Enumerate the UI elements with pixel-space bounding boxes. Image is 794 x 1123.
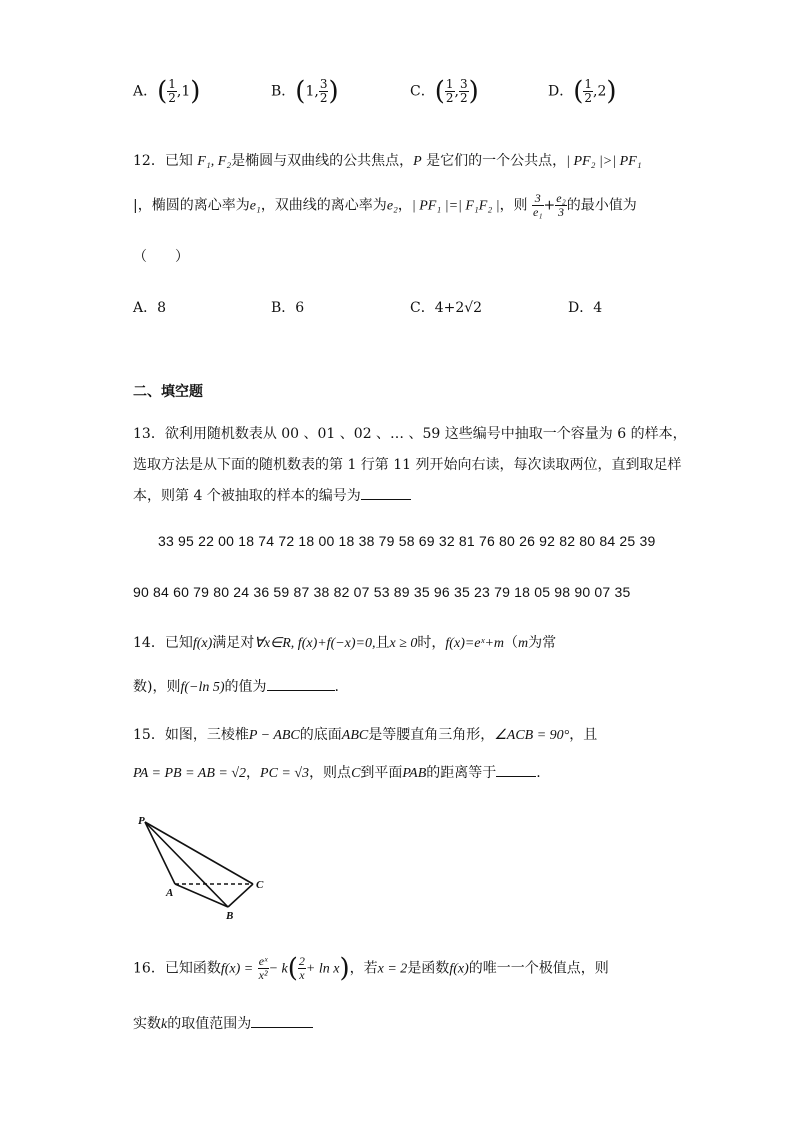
random-table-row-1: 33 95 22 00 18 74 72 18 00 18 38 79 58 69 32 81 76 80 26 92 82 80 84 25 39 — [158, 533, 656, 549]
q15-answer-blank[interactable] — [496, 762, 536, 777]
q13-line-2: 选取方法是从下面的随机数表的第 1 行第 11 列开始向右读，每次读取两位，直到取足样 — [133, 457, 682, 473]
vertex-label-c: C — [256, 879, 264, 891]
q16-line-1: 16．已知函数f(x) = $\frac{\text{eˣ}}{\text{x²}}$ − k( $\frac{2}{x}$ + ln x)，若x = 2是函数f(x)的唯一一个极值点，则 — [133, 953, 609, 984]
q14-line-2: 数)，则f(−ln 5)的值为 . — [133, 676, 339, 696]
q13-answer-blank[interactable] — [361, 485, 411, 500]
edge-bc — [228, 884, 253, 907]
q15-line-1: 15．如图，三棱椎P − ABC的底面ABC是等腰直角三角形，∠ACB = 90°，且 — [133, 727, 598, 743]
q13-line-3: 本，则第 4 个被抽取的样本的编号为 — [133, 485, 411, 505]
q13-line-1: 13．欲利用随机数表从 00 、01 、02 、… 、59 这些编号中抽取一个容量为 6 的样本， — [133, 426, 687, 442]
random-table-row-2: 90 84 60 79 80 24 36 59 87 38 82 07 53 89 35 96 35 23 79 18 05 98 90 07 35 — [133, 584, 631, 600]
q12-option-d[interactable]: D．4 — [568, 300, 603, 316]
q11-option-a[interactable]: A．( $\frac{1}{2}$ ,1) — [133, 76, 201, 107]
q14-line-1: 14．已知f(x)满足对∀x∈R, f(x)+f(−x)=0,且x ≥ 0时，f(x)=eˣ+m（m为常 — [133, 635, 557, 651]
q11-option-c[interactable]: C．( $\frac{1}{2}$ , $\frac{3}{2}$ ) — [410, 76, 479, 107]
vertex-label-b: B — [226, 910, 234, 922]
edge-pb — [145, 822, 228, 907]
q11-option-d[interactable]: D．( $\frac{1}{2}$ ,2) — [548, 76, 617, 107]
q15-line-2: PA = PB = AB = √2，PC = √3，则点C到平面PAB的距离等于 . — [133, 762, 541, 782]
section-heading-fill-blank: 二、填空题 — [133, 384, 203, 400]
q12-line-2: |，椭圆的离心率为e₁，双曲线的离心率为e₂，| PF₁ |=| F₁F₂ |，则 $\frac{3}{\text{e₁}}$ + $\frac{\text{e₂}}{3}$ 的最小值为 — [133, 191, 637, 219]
vertex-label-p: P — [138, 815, 145, 827]
q12-option-a[interactable]: A．8 — [133, 300, 167, 316]
edge-pc — [145, 822, 253, 884]
q16-line-2: 实数k的取值范围为 — [133, 1013, 313, 1033]
q11-option-b[interactable]: B．(1, $\frac{3}{2}$ ) — [271, 76, 339, 107]
q12-option-c[interactable]: C．4+2√2 — [410, 300, 483, 316]
q12-answer-paren: （ ） — [133, 249, 189, 265]
q12-option-b[interactable]: B．6 — [271, 300, 305, 316]
q14-answer-blank[interactable] — [267, 676, 335, 691]
vertex-label-a: A — [166, 887, 174, 899]
q12-line-1: 12．已知 F₁, F₂是椭圆与双曲线的公共焦点，P 是它们的一个公共点，| PF₂ |>| PF₁ — [133, 153, 642, 169]
edge-ab — [175, 884, 228, 907]
pyramid-figure — [133, 810, 273, 922]
q16-answer-blank[interactable] — [251, 1013, 313, 1028]
